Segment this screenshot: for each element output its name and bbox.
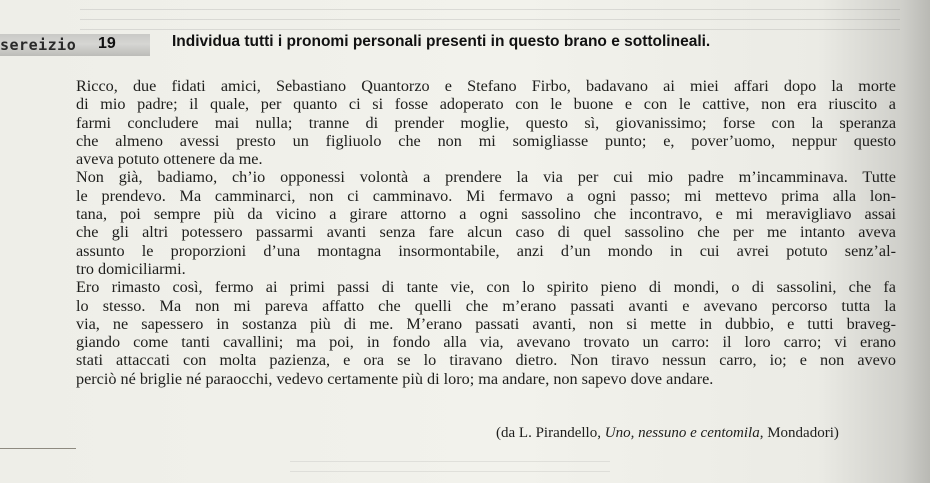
exercise-label: sereizio: [0, 36, 77, 54]
passage-line: di mio padre; il quale, per quanto ci si fosse adoperato con le buone e con le cattive, non era riuscito a: [76, 95, 896, 114]
citation-suffix: , Mondadori): [759, 425, 839, 441]
bleed-through-text: [80, 0, 900, 34]
exercise-number: 19: [98, 35, 116, 52]
passage-line: stati attaccati con molta pazienza, e ora se lo tiravano dietro. Non tiravo nessun carro, io; e non avevo: [76, 351, 896, 370]
passage-line: assunto le proporzioni d’una montagna insormontabile, anzi d’un mondo in cui avrei potuto senz’al-: [76, 241, 896, 260]
bleed-through-text: [290, 452, 610, 476]
book-title: Uno, nessuno e centomila: [604, 425, 760, 441]
passage-line: le prendevo. Ma camminarci, non ci camminavo. Mi fermavo a ogni passo; mi mettevo prima alla lon-: [76, 186, 896, 205]
passage-line: Ricco, due fidati amici, Sebastiano Quantorzo e Stefano Firbo, badavano ai miei affari dopo la morte: [76, 77, 896, 95]
passage-line: tana, poi sempre più da vicino a girare attorno a ogni sassolino che incontravo, e mi meravigliavo assai: [76, 205, 896, 224]
passage-line: aveva potuto ottenere da me.: [76, 150, 263, 169]
divider-rule: [0, 448, 76, 449]
source-citation: [496, 425, 900, 442]
passage-line: farmi concludere mai nulla; tranne di prender moglie, questo sì, giovanissimo; forse con la speranza: [76, 113, 896, 132]
passage-line: che gli altri potessero passarmi avanti senza fare alcun caso di quel sassolino che per me intanto aveva: [76, 223, 896, 242]
passage-line: Non già, badiamo, ch’io opponessi volontà a prendere la via per cui mio padre m’incamminava. Tutte: [76, 168, 896, 187]
passage-line: Ero rimasto così, fermo ai primi passi di tante vie, con lo spirito pieno di mondi, o di sassolini, che fa: [76, 278, 896, 297]
passage-line: giando come tanti cavallini; ma poi, in fondo alla via, avevano trovato un carro: il loro carro; vi erano: [76, 333, 896, 352]
exercise-instruction: Individua tutti i pronomi personali presenti in questo brano e sottolineali.: [172, 33, 711, 50]
passage-line: lo stesso. Ma non mi pareva affatto che quelli che m’erano passati avanti e avevano percorso tutta la: [76, 296, 896, 315]
passage-line: che almeno avessi presto un figliuolo che non mi somigliasse punto; e, pover’uomo, neppur questo: [76, 131, 896, 150]
passage-line: perciò né briglie né paraocchi, vedevo certamente più di loro; ma andare, non sapevo dove andare.: [76, 369, 714, 388]
passage: [76, 77, 896, 388]
passage-line: tro domiciliarmi.: [76, 259, 186, 278]
passage-line: via, ne sapessero in sostanza più di me. M’erano passati avanti, non si mette in dubbio, e tutti braveg-: [76, 314, 896, 333]
citation-prefix: (da L. Pirandello,: [496, 425, 605, 441]
